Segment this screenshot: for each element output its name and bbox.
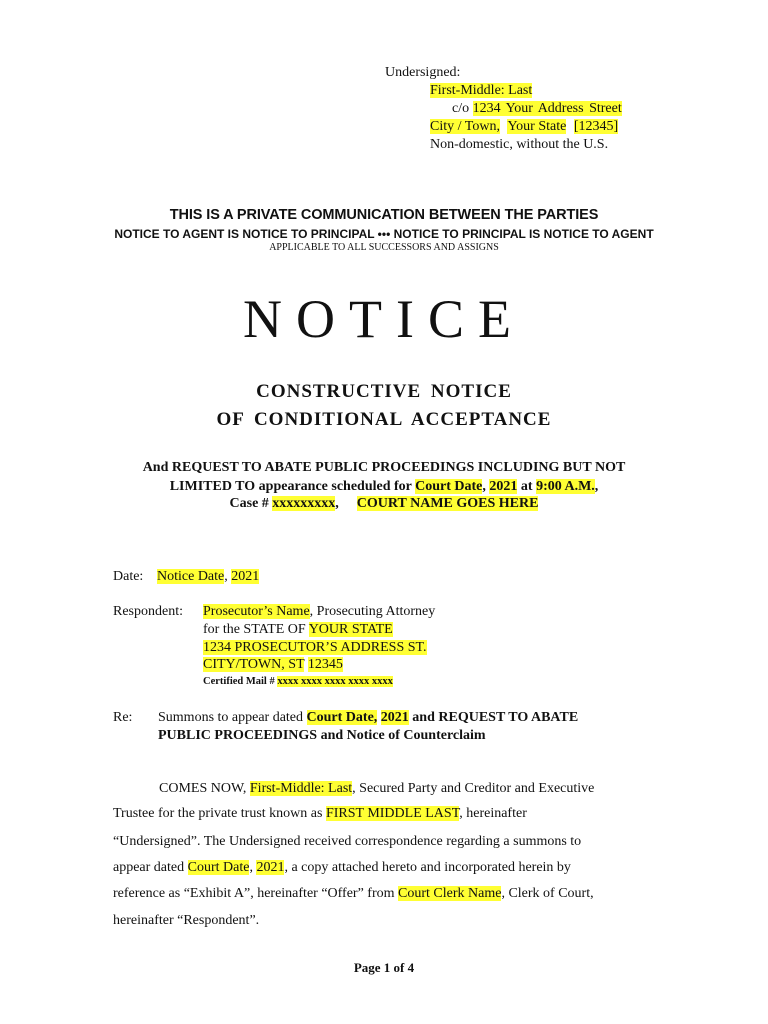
notice-title: NOTICE [243,289,525,349]
undersigned-non-domestic: Non-domestic, without the U.S. [430,137,609,152]
undersigned-city-line [430,119,618,135]
undersigned-name: First-Middle: Last [430,83,533,98]
prosecutor-title: , Prosecuting Attorney [309,604,436,619]
re-line-2: PUBLIC PROCEEDINGS and Notice of Counterclaim [158,728,486,743]
undersigned-name-line [430,83,532,99]
respondent-state-line [203,622,393,638]
care-of: c/o [452,101,470,116]
re-year: 2021 [380,710,409,725]
body-line-4 [113,860,571,876]
page-number: Page 1 of 4 [353,960,415,975]
body-line-3: “Undersigned”. The Undersigned received correspondence regarding a summons to [113,834,582,849]
body-line-5 [113,886,594,902]
re-label: Re: [113,710,133,725]
for-state-prefix: for the STATE OF [203,622,309,637]
request-year: 2021 [489,479,518,494]
certified-mail-line [203,676,393,687]
notice-year: 2021 [231,569,260,584]
request-court-date: Court Date [415,479,483,494]
body-line-2-prefix: Trustee for the private trust known as [113,806,326,821]
body-line-4-rest: , a copy attached hereto and incorporated herein by [284,860,571,875]
private-communication-heading: THIS IS A PRIVATE COMMUNICATION BETWEEN THE PARTIES [169,207,599,223]
constructive-notice-heading: CONSTRUCTIVE NOTICE [256,381,512,402]
body-name: First-Middle: Last [249,781,353,796]
undersigned-city: City / Town, [430,119,500,134]
certified-mail-label: Certified Mail # [203,676,278,687]
undersigned-zip: [12345] [573,119,619,134]
body-line-4-prefix: appear dated [113,860,188,875]
respondent-address: 1234 PROSECUTOR’S ADDRESS ST. [203,640,427,655]
body-line-1-rest: , Secured Party and Creditor and Executive [352,781,595,796]
undersigned-address-line [452,101,622,117]
request-at: at [517,479,537,494]
body-line-2 [113,806,527,822]
body-line-5-rest: , Clerk of Court, [501,886,594,901]
body-trust-name: FIRST MIDDLE LAST [325,806,460,821]
request-line-3: Case # xxxxxxxxx, COURT NAME GOES HERE [229,496,539,511]
body-comes-now: COMES NOW, [159,781,250,796]
respondent-city-line [203,657,343,673]
re-prefix: Summons to appear dated [158,710,307,725]
conditional-acceptance-heading: OF CONDITIONAL ACCEPTANCE [216,409,552,430]
applicable-heading: APPLICABLE TO ALL SUCCESSORS AND ASSIGNS [269,242,499,253]
body-line-5-prefix: reference as “Exhibit A”, hereinafter “Offer” from [113,886,399,901]
request-comma: , [482,479,486,494]
date-label: Date: [113,569,144,584]
body-line-1 [159,781,594,797]
agent-principal-heading: NOTICE TO AGENT IS NOTICE TO PRINCIPAL ••• NOTICE TO PRINCIPAL IS NOTICE TO AGENT [114,227,654,241]
re-line-1 [158,710,578,726]
court-name: COURT NAME GOES HERE [356,496,539,511]
respondent-city-state: CITY/TOWN, ST [203,657,305,672]
body-clerk-name: Court Clerk Name [398,886,502,901]
request-line-1: And REQUEST TO ABATE PUBLIC PROCEEDINGS INCLUDING BUT NOT [142,460,626,475]
respondent-label: Respondent: [113,604,183,619]
body-line-6: hereinafter “Respondent”. [113,913,260,928]
body-court-date: Court Date [187,860,250,875]
undersigned-label: Undersigned: [385,65,461,80]
body-line-2-rest: , hereinafter [459,806,527,821]
respondent-name-line [203,604,435,620]
undersigned-address: 1234 Your Address Street [472,101,622,116]
notice-date: Notice Date [157,569,225,584]
date-value: Notice Date, 2021 [157,569,260,584]
request-time: 9:00 A.M. [536,479,595,494]
case-prefix: Case # [229,496,273,511]
case-number: xxxxxxxxx [272,496,336,511]
body-year: 2021 [256,860,285,875]
request-line-2: LIMITED TO appearance scheduled for Court Date, 2021 at 9:00 A.M., [169,479,599,494]
certified-mail-number: xxxx xxxx xxxx xxxx xxxx [277,676,393,687]
request-line-2-prefix: LIMITED TO appearance scheduled for [169,479,416,494]
re-rest: and REQUEST TO ABATE [408,710,579,725]
body-comma: , [249,860,257,875]
undersigned-state: Your State [507,119,567,134]
respondent-address-line [203,640,427,656]
prosecutor-name: Prosecutor’s Name [203,604,310,619]
respondent-state: YOUR STATE [308,622,393,637]
re-court-date: Court Date, [306,710,378,725]
respondent-zip: 12345 [307,657,343,672]
